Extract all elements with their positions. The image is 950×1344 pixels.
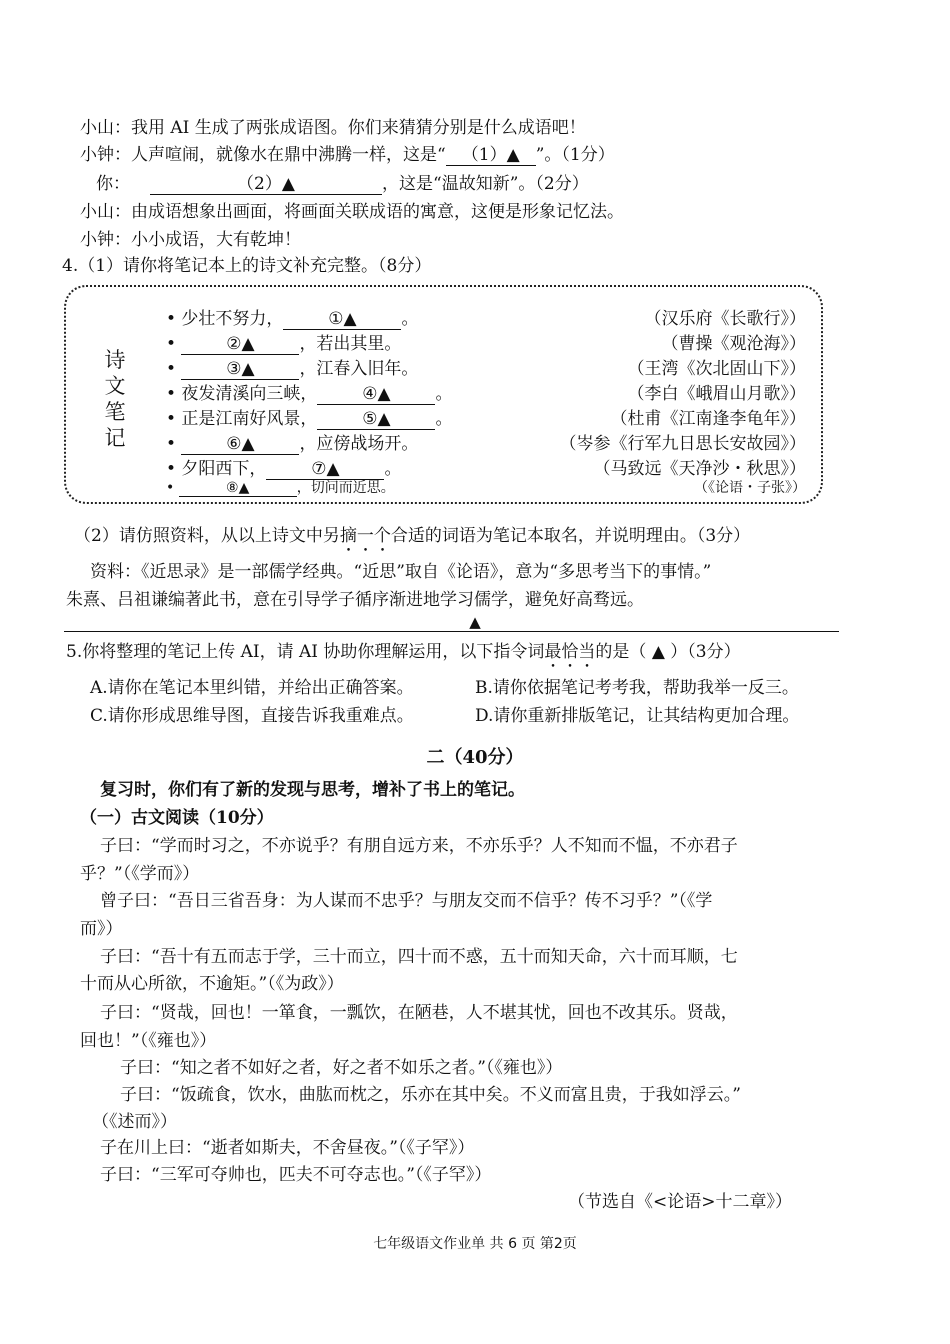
row-8-source: （《论语・子张》） <box>694 480 806 496</box>
row-3-pre: • <box>166 359 182 379</box>
dialogue-line-3-pre: 你： <box>96 174 130 194</box>
row-3-post: ，江春入旧年。 <box>299 359 419 379</box>
answer-line[interactable] <box>64 631 839 632</box>
dialogue-line-3-post: ，这是“温故知新”。（2分） <box>382 174 589 194</box>
text-line-1: 子曰：“学而时习之，不亦说乎？有朋自远方来，不亦乐乎？人不知而不愠，不亦君子 <box>100 836 738 856</box>
blank-poem-7[interactable]: ⑦▲ <box>266 459 384 480</box>
row-3-source: （王湾《次北固山下》） <box>627 359 806 379</box>
blank-poem-2[interactable]: ②▲ <box>181 334 299 355</box>
section-2-heading: 二（40分） <box>426 747 524 768</box>
text-line-6: 十而从心所欲，不逾矩。”（《为政》） <box>80 974 344 994</box>
text-line-9: 子曰：“知之者不如好之者，好之者不如乐之者。”（《雍也》） <box>120 1058 563 1078</box>
q4-part2-emphasis: 摘一个 <box>339 526 391 546</box>
row-6-source: （岑参《行军九日思长安故园》） <box>559 434 806 454</box>
option-a[interactable]: A.请你在笔记本里纠错，并给出正确答案。 <box>90 678 414 698</box>
row-7-pre: • 夕阳西下， <box>166 459 267 479</box>
blank-poem-5[interactable]: ⑤▲ <box>317 409 435 430</box>
row-2-post: ，若出其里。 <box>299 334 402 354</box>
text-line-7: 子曰：“贤哉，回也！一箪食，一瓢饮，在陋巷，人不堪其忧，回也不改其乐。贤哉， <box>100 1003 738 1023</box>
dialogue-line-2-pre: 小钟：人声喧闹，就像水在鼎中沸腾一样，这是“ <box>80 145 446 165</box>
text-line-3: 曾子曰：“吾日三省吾身：为人谋而不忠乎？与朋友交而不信乎？传不习乎？”（《学 <box>100 891 713 911</box>
q4-part2-b: 合适的词语为笔记本取名，并说明理由。（3分） <box>390 526 751 546</box>
notebook-title: 诗文笔记 <box>104 348 126 450</box>
row-4-pre: • 夜发清溪向三峡， <box>166 384 318 404</box>
dialogue-line-5: 小钟：小小成语，大有乾坤！ <box>80 230 301 250</box>
notebook-row-2 <box>166 332 806 357</box>
blank-poem-8[interactable]: ⑧▲ <box>179 481 297 497</box>
dialogue-line-3 <box>96 172 589 196</box>
section-2-subheading: （一）古文阅读（10分） <box>80 808 274 828</box>
row-2-source: （曹操《观沧海》） <box>661 334 806 354</box>
option-b[interactable]: B.请你依据笔记考考我，帮助我举一反三。 <box>475 678 799 698</box>
blank-poem-3[interactable]: ③▲ <box>181 359 299 380</box>
row-4-source: （李白《峨眉山月歌》） <box>627 384 806 404</box>
dialogue-line-2 <box>80 143 615 167</box>
page-footer: 七年级语文作业单 共 6 页 第2页 <box>373 1236 577 1252</box>
q5-emphasis: 最恰当 <box>544 642 596 662</box>
text-line-12: 子在川上曰：“逝者如斯夫，不舍昼夜。”（《子罕》） <box>100 1138 475 1158</box>
row-8-post: ，切问而近思。 <box>296 480 395 496</box>
blank-2[interactable]: （2）▲ <box>150 174 382 195</box>
text-line-11: （《述而》） <box>92 1112 177 1132</box>
row-6-post: ，应傍战场开。 <box>299 434 419 454</box>
material-line-2: 朱熹、吕祖谦编著此书，意在引导学子循序渐进地学习儒学，避免好高骛远。 <box>66 590 644 610</box>
q5-prompt-a: 5.你将整理的笔记上传 AI，请 AI 协助你理解运用，以下指令词 <box>66 642 545 662</box>
material-line-1: 资料：《近思录》是一部儒学经典。“近思”取自《论语》，意为“多思考当下的事情。” <box>90 562 712 582</box>
notebook-row-5 <box>166 407 806 432</box>
blank-1[interactable]: （1）▲ <box>446 145 536 166</box>
blank-poem-4[interactable]: ④▲ <box>317 384 435 405</box>
notebook-row-8 <box>166 479 806 497</box>
row-6-pre: • <box>166 434 182 454</box>
section-2-intro: 复习时，你们有了新的发现与思考，增补了书上的笔记。 <box>100 780 525 800</box>
q4-prompt: 4.（1）请你将笔记本上的诗文补充完整。（8分） <box>62 256 432 276</box>
q5-prompt-b: 的是（ ▲ ）（3分） <box>595 642 741 662</box>
dialogue-line-1: 小山：我用 AI 生成了两张成语图。你们来猜猜分别是什么成语吧！ <box>80 118 586 138</box>
notebook-row-3 <box>166 357 806 382</box>
q5-prompt <box>66 640 741 672</box>
row-2-pre: • <box>166 334 182 354</box>
option-d[interactable]: D.请你重新排版笔记，让其结构更加合理。 <box>475 706 800 726</box>
text-line-8: 回也！”（《雍也》） <box>80 1031 217 1051</box>
text-line-2: 乎？”（《学而》） <box>80 864 200 884</box>
row-1-post: 。 <box>401 309 419 329</box>
row-1-source: （汉乐府《长歌行》） <box>644 309 806 329</box>
row-7-post: 。 <box>384 459 402 479</box>
row-1-pre: • 少壮不努力， <box>166 309 284 329</box>
dialogue-line-2-post: ”。（1分） <box>535 145 615 165</box>
blank-poem-6[interactable]: ⑥▲ <box>181 434 299 455</box>
q4-part2-prompt <box>74 524 750 556</box>
option-c[interactable]: C.请你形成思维导图，直接告诉我重难点。 <box>90 706 414 726</box>
notebook-row-4 <box>166 382 806 407</box>
row-8-pre: • <box>166 480 179 496</box>
blank-poem-1[interactable]: ①▲ <box>283 309 401 330</box>
answer-triangle: ▲ <box>469 613 481 631</box>
row-7-source: （马致远《天净沙・秋思》） <box>593 459 806 479</box>
row-4-post: 。 <box>435 384 453 404</box>
poem-notebook <box>64 285 823 504</box>
text-line-5: 子曰：“吾十有五而志于学，三十而立，四十而不惑，五十而知天命，六十而耳顺，七 <box>100 947 738 967</box>
row-5-pre: • 正是江南好风景， <box>166 409 318 429</box>
text-line-10: 子曰：“饭疏食，饮水，曲肱而枕之，乐亦在其中矣。不义而富且贵，于我如浮云。” <box>120 1085 741 1105</box>
row-5-source: （杜甫《江南逢李龟年》） <box>610 409 806 429</box>
notebook-row-1 <box>166 307 806 332</box>
notebook-row-6 <box>166 432 806 457</box>
dialogue-line-4: 小山：由成语想象出画面，将画面关联成语的寓意，这便是形象记忆法。 <box>80 202 624 222</box>
q4-part2-a: （2）请仿照资料，从以上诗文中另 <box>74 526 340 546</box>
text-line-4: 而》） <box>80 919 123 939</box>
row-5-post: 。 <box>435 409 453 429</box>
text-line-13: 子曰：“三军可夺帅也，匹夫不可夺志也。”（《子罕》） <box>100 1165 492 1185</box>
excerpt-source: （节选自《<论语>十二章》） <box>568 1192 792 1212</box>
